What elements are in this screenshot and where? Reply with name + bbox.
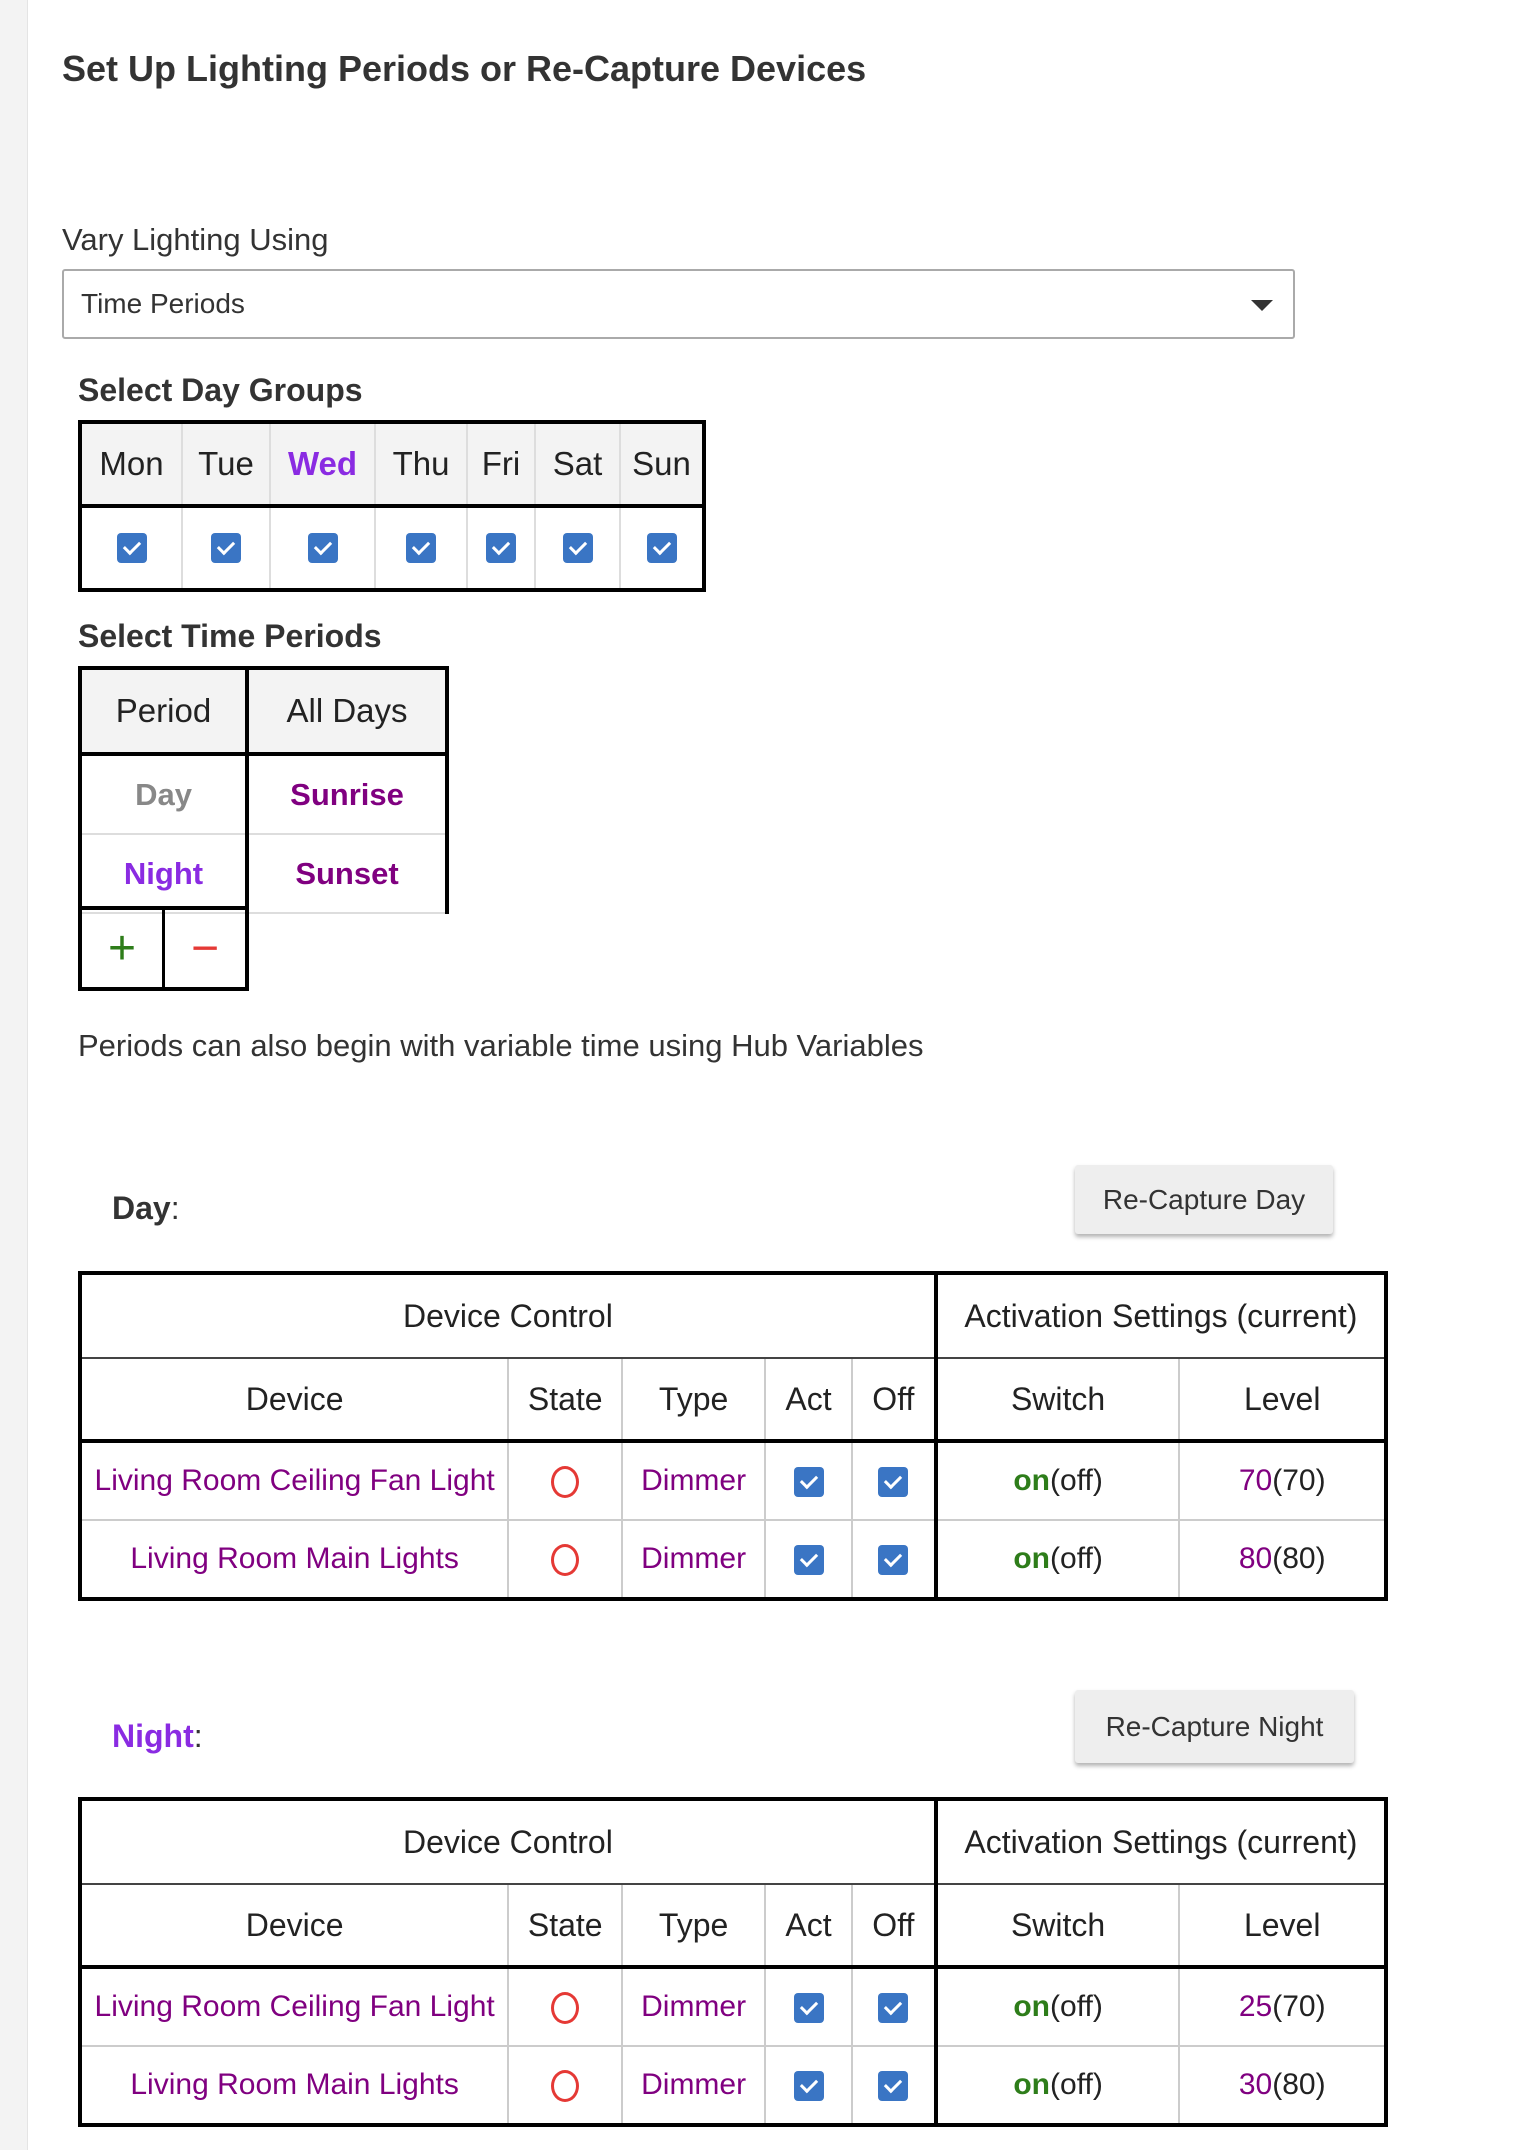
column-header-act: Act [765, 1884, 852, 1967]
act-cell [765, 1967, 852, 2046]
act-checkbox[interactable] [794, 1545, 824, 1575]
column-header-device: Device [80, 1884, 508, 1967]
day-header-mon: Mon [80, 422, 182, 506]
recapture-day-button[interactable]: Re-Capture Day [1075, 1165, 1333, 1234]
day-checkbox-fri[interactable] [486, 533, 516, 563]
switch-current: (off) [1050, 1990, 1103, 2023]
off-checkbox[interactable] [878, 1467, 908, 1497]
off-cell [852, 2046, 936, 2125]
device-type: Dimmer [622, 1441, 765, 1520]
off-cell [852, 1441, 936, 1520]
day-section-colon: : [170, 1190, 180, 1226]
column-header-device: Device [80, 1358, 508, 1441]
period-night[interactable]: Night [80, 834, 247, 913]
page-title: Set Up Lighting Periods or Re-Capture Devices [62, 48, 867, 89]
night-section-name: Night [112, 1718, 194, 1754]
column-header-state: State [508, 1358, 622, 1441]
period-night-start[interactable]: Sunset [247, 834, 447, 913]
day-header-sun: Sun [620, 422, 704, 506]
day-header-wed: Wed [270, 422, 375, 506]
off-cell [852, 1967, 936, 2046]
day-section-name: Day [112, 1190, 171, 1226]
column-header-type: Type [622, 1358, 765, 1441]
period-day-start[interactable]: Sunrise [247, 754, 447, 834]
device-state [508, 1520, 622, 1599]
column-header-state: State [508, 1884, 622, 1967]
day-cell-sat [535, 506, 620, 590]
act-cell [765, 2046, 852, 2125]
state-off-circle-icon [551, 1544, 579, 1576]
day-device-table [78, 1271, 1388, 1601]
level-value: 80 [1238, 1542, 1273, 1575]
day-checkbox-thu[interactable] [406, 533, 436, 563]
device-state [508, 1441, 622, 1520]
column-header-switch: Switch [936, 1358, 1180, 1441]
switch-setting[interactable] [936, 1967, 1180, 2046]
vary-lighting-value: Time Periods [81, 288, 245, 319]
switch-current: (off) [1050, 1464, 1103, 1497]
column-header-act: Act [765, 1358, 852, 1441]
day-checkbox-mon[interactable] [117, 533, 147, 563]
day-header-fri: Fri [467, 422, 535, 506]
level-setting[interactable] [1179, 2046, 1386, 2125]
state-off-circle-icon [551, 2070, 579, 2102]
period-buttons [78, 906, 249, 991]
device-row [80, 1967, 1386, 2046]
day-cell-wed [270, 506, 375, 590]
device-name[interactable]: Living Room Main Lights [80, 1520, 508, 1599]
night-section-colon: : [193, 1718, 203, 1754]
time-periods-table [78, 666, 449, 914]
day-header-sat: Sat [535, 422, 620, 506]
day-header-tue: Tue [182, 422, 270, 506]
time-periods-heading: Select Time Periods [78, 618, 382, 654]
day-cell-mon [80, 506, 182, 590]
switch-setting[interactable] [936, 1441, 1180, 1520]
level-current: (70) [1272, 1990, 1326, 2023]
dropdown-caret-icon [1251, 300, 1273, 311]
day-cell-sun [620, 506, 704, 590]
switch-setting[interactable] [936, 2046, 1180, 2125]
recapture-night-button[interactable]: Re-Capture Night [1075, 1690, 1354, 1763]
device-type: Dimmer [622, 1520, 765, 1599]
off-cell [852, 1520, 936, 1599]
column-header-level: Level [1179, 1884, 1386, 1967]
switch-value: on [1013, 2068, 1051, 2101]
act-checkbox[interactable] [794, 2071, 824, 2101]
level-current: (80) [1272, 1542, 1326, 1575]
switch-value: on [1013, 1990, 1051, 2023]
activation-settings-header: Activation Settings (current) [936, 1273, 1386, 1358]
level-value: 30 [1238, 2068, 1273, 2101]
act-checkbox[interactable] [794, 1467, 824, 1497]
activation-settings-header: Activation Settings (current) [936, 1799, 1386, 1884]
device-row [80, 2046, 1386, 2125]
state-off-circle-icon [551, 1992, 579, 2024]
day-header-thu: Thu [375, 422, 467, 506]
period-column-header: Period [80, 668, 247, 754]
switch-setting[interactable] [936, 1520, 1180, 1599]
device-type: Dimmer [622, 2046, 765, 2125]
device-name[interactable]: Living Room Ceiling Fan Light [80, 1441, 508, 1520]
day-cell-fri [467, 506, 535, 590]
device-state [508, 2046, 622, 2125]
level-value: 70 [1238, 1464, 1273, 1497]
column-header-switch: Switch [936, 1884, 1180, 1967]
device-control-header: Device Control [80, 1273, 936, 1358]
device-control-header: Device Control [80, 1799, 936, 1884]
act-cell [765, 1520, 852, 1599]
column-header-level: Level [1179, 1358, 1386, 1441]
off-checkbox[interactable] [878, 1993, 908, 2023]
device-name[interactable]: Living Room Main Lights [80, 2046, 508, 2125]
off-checkbox[interactable] [878, 2071, 908, 2101]
switch-value: on [1013, 1464, 1051, 1497]
level-setting[interactable] [1179, 1967, 1386, 2046]
vary-lighting-select[interactable] [62, 269, 1295, 339]
night-device-table [78, 1797, 1388, 2127]
device-name[interactable]: Living Room Ceiling Fan Light [80, 1967, 508, 2046]
day-groups-heading: Select Day Groups [78, 372, 363, 408]
column-header-type: Type [622, 1884, 765, 1967]
vary-lighting-label: Vary Lighting Using [62, 222, 329, 257]
day-section-label [112, 1190, 180, 1227]
column-header-off: Off [852, 1884, 936, 1967]
all-days-column-header: All Days [247, 668, 447, 754]
day-cell-thu [375, 506, 467, 590]
off-checkbox[interactable] [878, 1545, 908, 1575]
level-value: 25 [1238, 1990, 1273, 2023]
period-day[interactable]: Day [80, 754, 247, 834]
level-current: (80) [1272, 2068, 1326, 2101]
device-row [80, 1441, 1386, 1520]
day-cell-tue [182, 506, 270, 590]
day-checkbox-tue[interactable] [211, 533, 241, 563]
hub-variables-note: Periods can also begin with variable time using Hub Variables [78, 1028, 924, 1063]
act-checkbox[interactable] [794, 1993, 824, 2023]
level-setting[interactable] [1179, 1441, 1386, 1520]
column-header-off: Off [852, 1358, 936, 1441]
device-type: Dimmer [622, 1967, 765, 2046]
level-current: (70) [1272, 1464, 1326, 1497]
night-section-label [112, 1718, 203, 1755]
day-checkbox-sat[interactable] [563, 533, 593, 563]
day-checkbox-wed[interactable] [308, 533, 338, 563]
device-state [508, 1967, 622, 2046]
switch-current: (off) [1050, 2068, 1103, 2101]
act-cell [765, 1441, 852, 1520]
switch-value: on [1013, 1542, 1051, 1575]
remove-period-button[interactable]: − [190, 922, 220, 975]
left-sidebar-strip [0, 0, 28, 2150]
day-groups-table [78, 420, 706, 592]
state-off-circle-icon [551, 1466, 579, 1498]
level-setting[interactable] [1179, 1520, 1386, 1599]
device-row [80, 1520, 1386, 1599]
add-period-button[interactable]: + [82, 910, 165, 987]
day-checkbox-sun[interactable] [647, 533, 677, 563]
switch-current: (off) [1050, 1542, 1103, 1575]
